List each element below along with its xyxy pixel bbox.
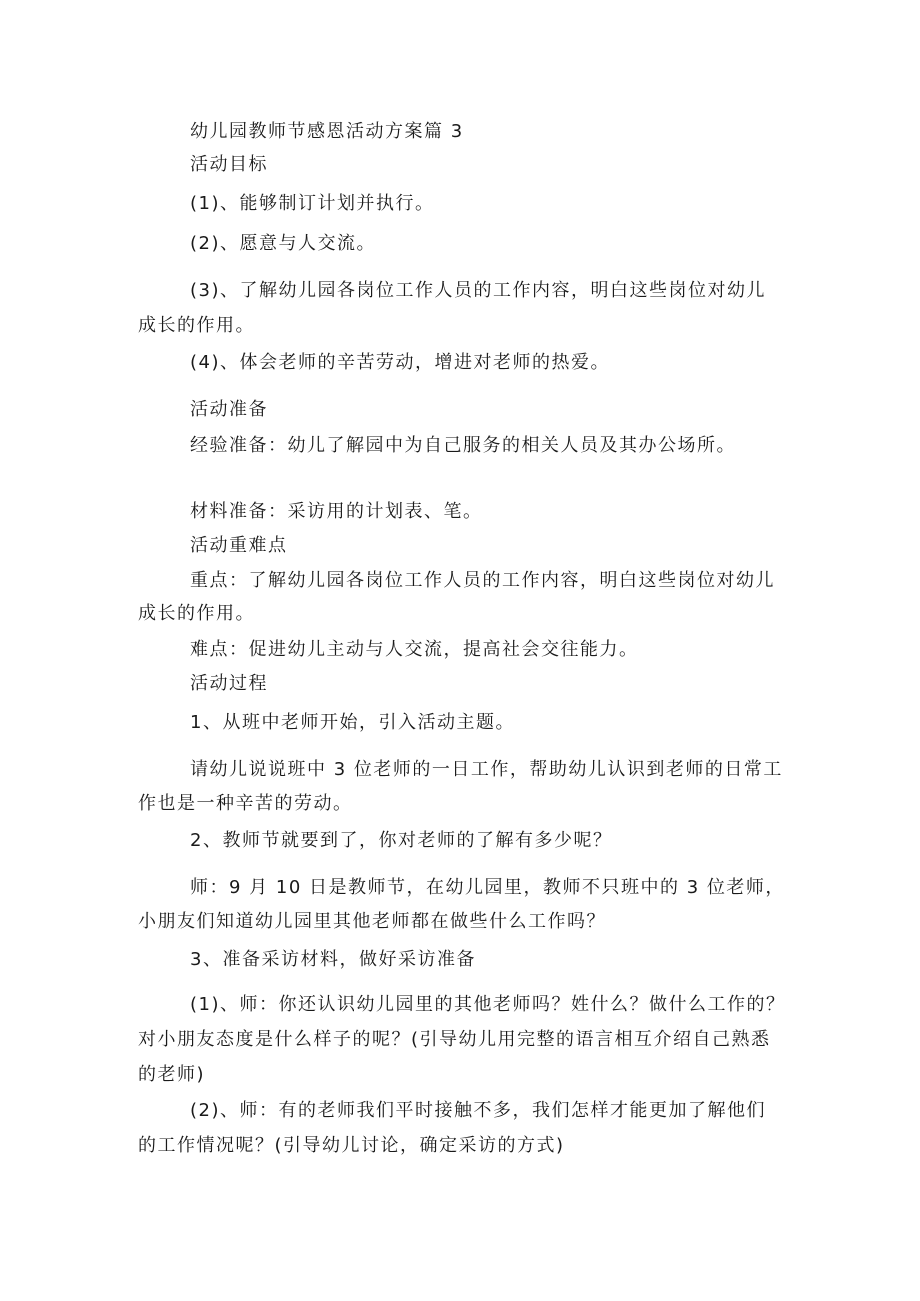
process-step-3-question-1-continued: 对小朋友态度是什么样子的呢？(引导幼儿用完整的语言相互介绍自己熟悉 — [138, 1029, 771, 1050]
goal-item-3-continued: 成长的作用。 — [138, 315, 255, 336]
prep-material: 材料准备：采访用的计划表、笔。 — [190, 501, 483, 522]
document-title: 幼儿园教师节感恩活动方案篇 3 — [190, 121, 464, 142]
section-heading-process: 活动过程 — [190, 673, 268, 694]
focus-difficult-point: 难点：促进幼儿主动与人交流，提高社会交往能力。 — [190, 639, 639, 660]
goal-item-2: (2)、愿意与人交流。 — [190, 233, 376, 254]
goal-item-1: (1)、能够制订计划并执行。 — [190, 193, 435, 214]
process-step-3-question-2: (2)、师：有的老师我们平时接触不多，我们怎样才能更加了解他们 — [190, 1100, 766, 1121]
process-step-1: 1、从班中老师开始，引入活动主题。 — [190, 712, 515, 733]
process-step-1-desc-continued: 作也是一种辛苦的劳动。 — [138, 793, 353, 814]
process-step-2-desc: 师：9 月 10 日是教师节，在幼儿园里，教师不只班中的 3 位老师， — [190, 877, 785, 898]
goal-item-4: (4)、体会老师的辛苦劳动，增进对老师的热爱。 — [190, 352, 610, 373]
process-step-3-question-1-end: 的老师) — [138, 1064, 206, 1085]
section-heading-prep: 活动准备 — [190, 399, 268, 420]
process-step-3: 3、准备采访材料，做好采访准备 — [190, 949, 476, 970]
focus-key-point-continued: 成长的作用。 — [138, 603, 255, 624]
process-step-2-desc-continued: 小朋友们知道幼儿园里其他老师都在做些什么工作吗？ — [138, 911, 606, 932]
goal-item-3: (3)、了解幼儿园各岗位工作人员的工作内容，明白这些岗位对幼儿 — [190, 280, 766, 301]
process-step-2: 2、教师节就要到了，你对老师的了解有多少呢？ — [190, 830, 613, 851]
process-step-1-desc: 请幼儿说说班中 3 位老师的一日工作，帮助幼儿认识到老师的日常工 — [190, 759, 783, 780]
prep-experience: 经验准备：幼儿了解园中为自己服务的相关人员及其办公场所。 — [190, 435, 736, 456]
section-heading-goal: 活动目标 — [190, 154, 268, 175]
process-step-3-question-1: (1)、师：你还认识幼儿园里的其他老师吗？姓什么？做什么工作的？ — [190, 994, 786, 1015]
focus-key-point: 重点：了解幼儿园各岗位工作人员的工作内容，明白这些岗位对幼儿 — [190, 570, 775, 591]
section-heading-focus: 活动重难点 — [190, 535, 288, 556]
process-step-3-question-2-continued: 的工作情况呢？(引导幼儿讨论，确定采访的方式) — [138, 1135, 565, 1156]
